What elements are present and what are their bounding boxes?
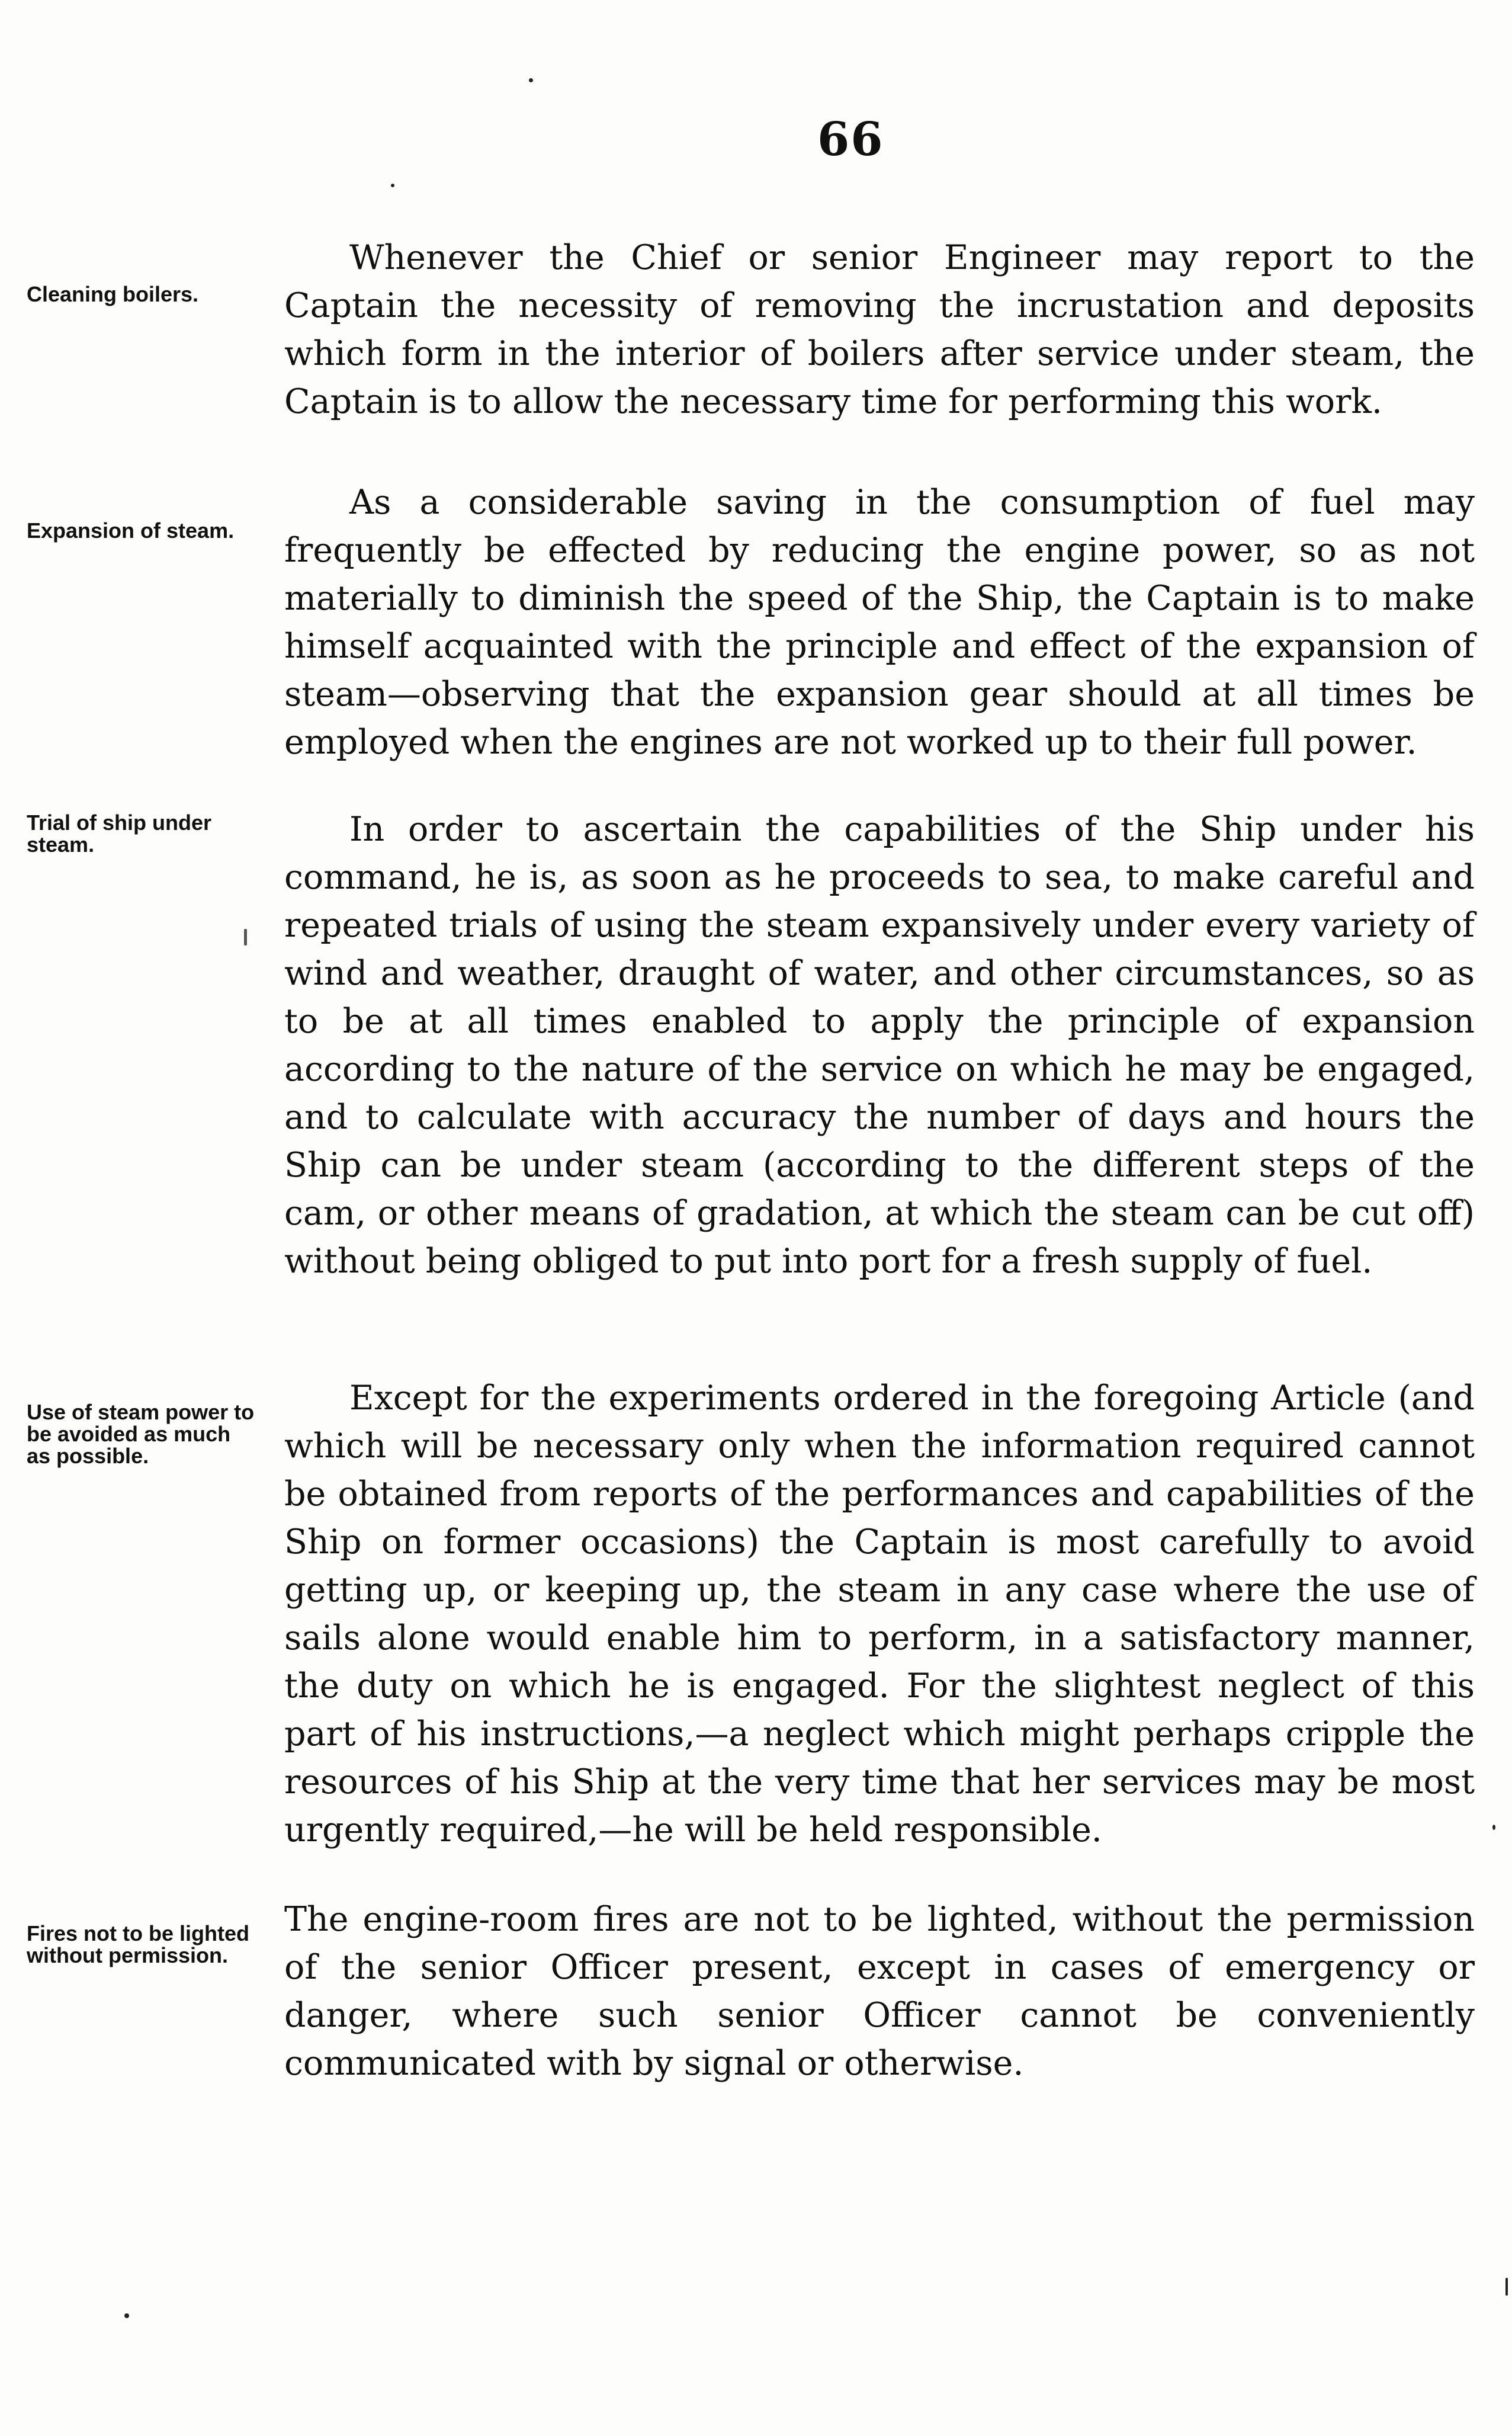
paragraph-trial-of-ship: In order to ascertain the capabilities of the Ship under his command, he is, as soon as he proceeds to sea, to make careful and repeated trials of using the steam expansively under every variety of wind and weather, draught of water, and other circumstances, so as to be at all times enabled to apply the principle of expansion according to the nature of the service on which he may be engaged, and to calculate with accuracy the number of days and hours the Ship can be under steam (according to the different steps of the cam, or other means of gradation, at which the steam can be cut off) without being obliged to put into port for a fresh supply of fuel.	[284, 810, 1475, 1281]
page-number: 66	[817, 113, 884, 166]
side-note-use-of-steam-power: Use of steam power to be avoided as much as possible.	[27, 1400, 255, 1468]
print-speck	[1505, 2278, 1508, 2296]
print-speck	[1492, 1825, 1495, 1830]
print-speck	[529, 78, 533, 82]
print-speck	[124, 2313, 129, 2318]
side-note-fires-not-to-be-lighted: Fires not to be lighted without permission.	[27, 1921, 249, 1967]
paragraph-use-of-steam-power: Except for the experiments ordered in the foregoing Article (and which will be necessary only when the information required cannot be obtained from reports of the performances and capabilities of the Ship on former occasions) the Captain is most carefully to avoid getting up, or keeping up, the steam in any case where the use of sails alone would enable him to perform, in a satisfactory manner, the duty on which he is engaged. For the slightest neglect of this part of his instructions,—a neglect which might perhaps cripple the resources of his Ship at the very time that her services may be most urgently required,—he will be held responsible.	[284, 1379, 1475, 1850]
paragraph-fires-not-to-be-lighted: The engine-room fires are not to be lighted, without the permission of the senior Officer present, except in cases of emergency or danger, where such senior Officer cannot be conveniently communicated with by signal or otherwise.	[284, 1900, 1475, 2083]
print-speck	[391, 184, 394, 187]
print-speck	[244, 929, 247, 945]
side-note-trial-of-ship: Trial of ship under steam.	[27, 810, 212, 857]
side-note-expansion-of-steam: Expansion of steam.	[27, 518, 235, 543]
side-note-cleaning-boilers: Cleaning boilers.	[27, 282, 199, 306]
paragraph-cleaning-boilers: Whenever the Chief or senior Engineer may report to the Captain the necessity of removing the incrustation and deposits which form in the interior of boilers after service under steam, the Captain is to allow the necessary time for performing this work.	[284, 238, 1475, 421]
paragraph-expansion-of-steam: As a considerable saving in the consumption of fuel may frequently be effected by reducing the engine power, so as not materially to diminish the speed of the Ship, the Captain is to make himself acquainted with the principle and effect of the expansion of steam—observing that the expansion gear should at all times be employed when the engines are not worked up to their full power.	[284, 483, 1475, 762]
